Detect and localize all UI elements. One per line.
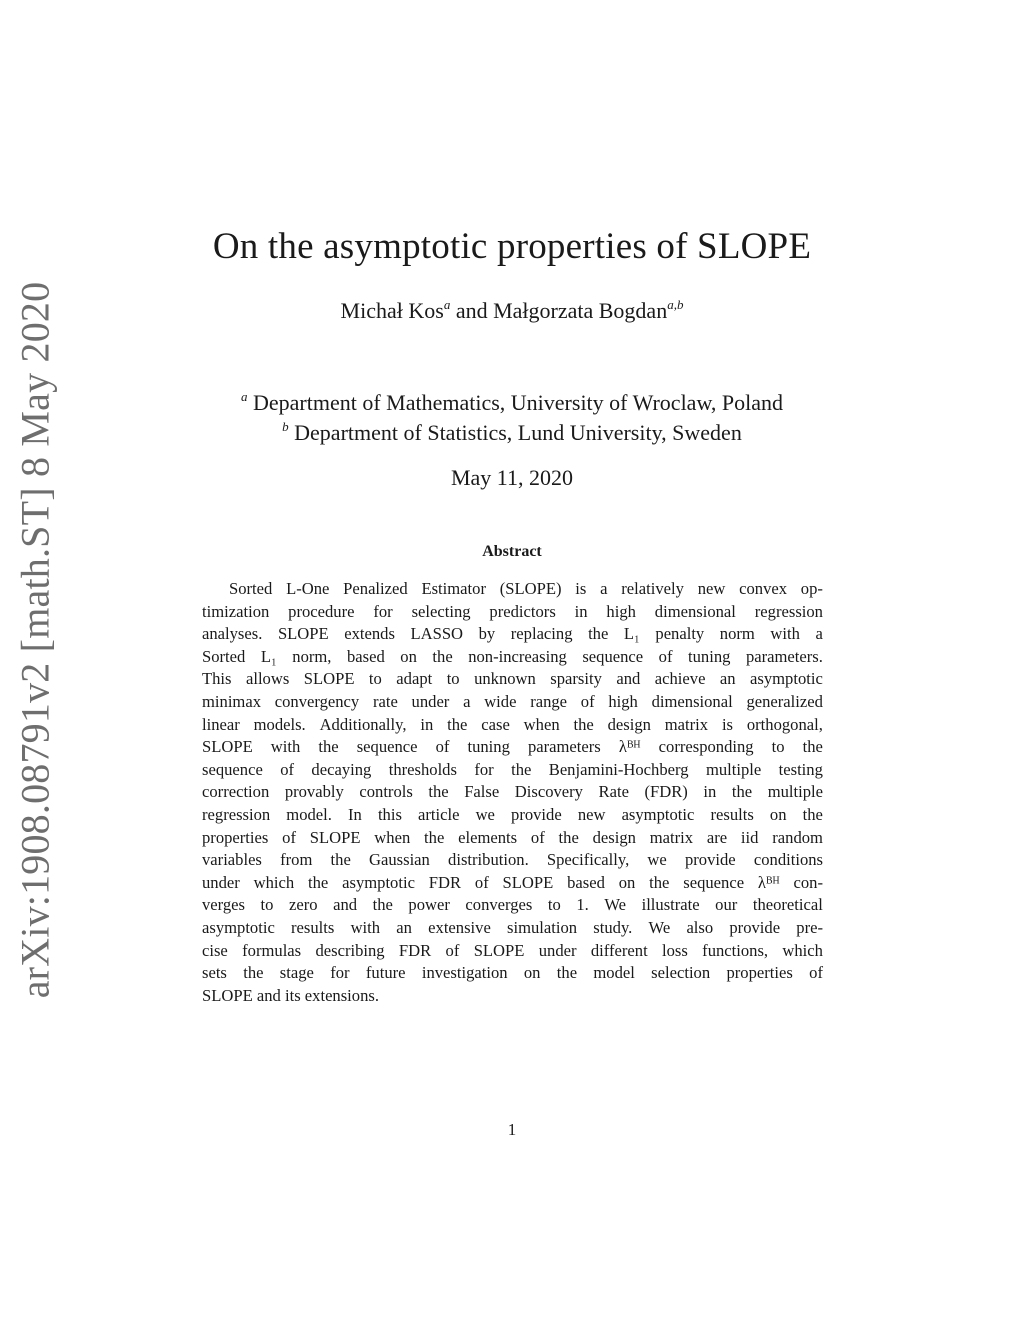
abstract-line: This allows SLOPE to adapt to unknown sparsity and achieve an asymptotic (202, 669, 823, 689)
abstract-line: variables from the Gaussian distribution. Specifically, we provide conditions (202, 850, 823, 870)
abstract-line: minimax convergency rate under a wide range of high dimensional generalized (202, 691, 823, 711)
paper-title: On the asymptotic properties of SLOPE (212, 226, 812, 267)
abstract-line: sets the stage for future investigation on the model selection properties of (202, 963, 823, 983)
abstract-line: sequence of decaying thresholds for the Benjamini-Hochberg multiple testing (202, 759, 823, 779)
affiliation-line (0, 419, 1024, 446)
abstract-line: analyses. SLOPE extends LASSO by replacing the L₁ penalty norm with a (202, 624, 823, 644)
abstract-line: regression model. In this article we provide new asymptotic results on the (202, 804, 823, 824)
author-affiliation-marker: a,b (667, 297, 684, 312)
author-name: Michał Kos (340, 298, 444, 323)
affiliation-text: Department of Statistics, Lund University, Sweden (294, 420, 742, 445)
author-list (0, 297, 1024, 324)
abstract-line: Sorted L-One Penalized Estimator (SLOPE) is a relatively new convex op- (229, 579, 823, 598)
abstract-line: verges to zero and the power converges to 1. We illustrate our theoretical (202, 895, 823, 915)
abstract-line: asymptotic results with an extensive simulation study. We also provide pre- (202, 917, 823, 937)
abstract-heading: Abstract (482, 543, 542, 560)
affiliation-marker: a (240, 389, 248, 404)
abstract-line: timization procedure for selecting predictors in high dimensional regression (202, 601, 823, 621)
abstract-line: linear models. Additionally, in the case when the design matrix is orthogonal, (202, 714, 823, 734)
affiliation-line (0, 389, 1024, 416)
abstract-line: properties of SLOPE when the elements of the design matrix are iid random (202, 827, 823, 847)
author-conjunction: and (455, 298, 488, 323)
publication-date: May 11, 2020 (450, 465, 573, 490)
abstract-line: correction provably controls the False Discovery Rate (FDR) in the multiple (202, 782, 823, 802)
author-affiliation-marker: a (443, 297, 451, 312)
author-name: Małgorzata Bogdan (493, 298, 668, 323)
page-number: 1 (507, 1120, 517, 1139)
abstract-line: Sorted L₁ norm, based on the non-increasing sequence of tuning parameters. (202, 646, 823, 666)
abstract-line: under which the asymptotic FDR of SLOPE based on the sequence λᴮᴴ con- (202, 872, 823, 892)
abstract-line: SLOPE with the sequence of tuning parameters λᴮᴴ corresponding to the (202, 737, 823, 757)
abstract-line: cise formulas describing FDR of SLOPE under different loss functions, which (202, 940, 823, 960)
affiliation-marker: b (282, 419, 289, 434)
abstract-body (202, 578, 823, 1007)
affiliation-text: Department of Mathematics, University of Wroclaw, Poland (252, 390, 784, 415)
abstract-line: SLOPE and its extensions. (202, 985, 379, 1005)
arxiv-identifier-text: arXiv:1908.08791v2 [math.ST] 8 May 2020 (12, 281, 58, 999)
